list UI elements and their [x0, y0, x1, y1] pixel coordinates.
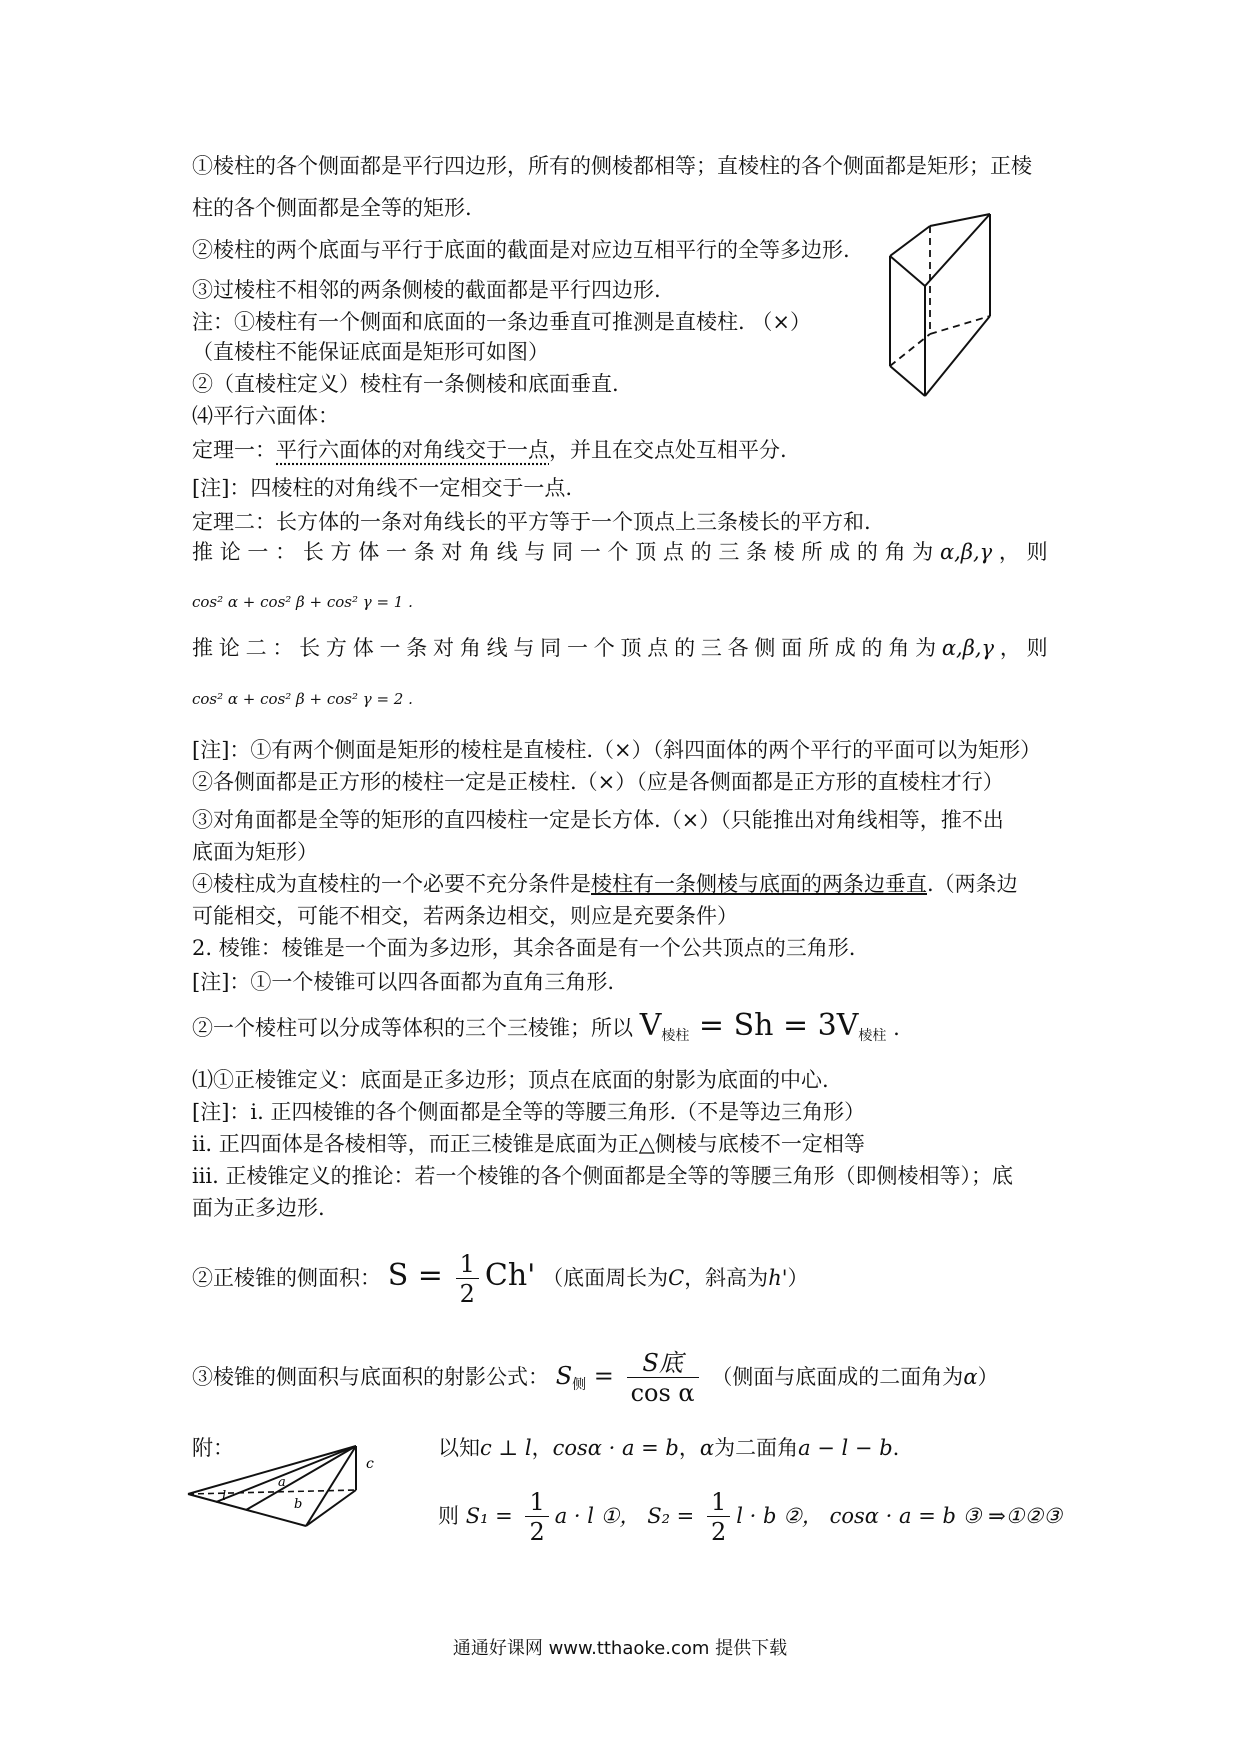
appendix-given-line: 以知c ⊥ l，cosα · a = b，α为二面角a − l − b. — [438, 1436, 900, 1460]
lateral-note: （底面周长为 — [542, 1266, 669, 1290]
formula-corollary-1: cos² α + cos² β + cos² γ = 1 . — [192, 593, 413, 611]
corollary-word: 线 — [486, 636, 508, 660]
corollary-word: ： — [272, 636, 294, 660]
corollary-word: 长 — [299, 636, 321, 660]
corollary-word: 角 — [469, 540, 491, 564]
corollary-word: 角 — [888, 636, 910, 660]
text-line-28: iii. 正棱锥定义的推论：若一个棱锥的各个侧面都是全等的等腰三角形（即侧棱相等）；底 — [192, 1164, 1013, 1188]
corollary-word: 线 — [496, 540, 518, 564]
corollary-word: 侧 — [754, 636, 776, 660]
condition-text: ④棱柱成为直棱柱的一个必要不充分条件是 — [192, 872, 591, 896]
volume-end: . — [886, 1016, 900, 1040]
corollary-word: 为 — [912, 540, 934, 564]
theorem-tail: ，并且在交点处互相平分. — [549, 438, 787, 462]
text-line-1: ①棱柱的各个侧面都是平行四边形，所有的侧棱都相等；直棱柱的各个侧面都是矩形；正棱 — [192, 154, 1032, 178]
corollary-word: 同 — [540, 636, 562, 660]
alpha-symbol: α — [963, 1365, 978, 1389]
volume-text: ②一个棱柱可以分成等体积的三个三棱锥；所以 — [192, 1016, 633, 1040]
text-line-3: ②棱柱的两个底面与平行于底面的截面是对应边互相平行的全等多边形. — [192, 238, 850, 262]
lateral-area-rhs: Ch' — [484, 1258, 536, 1293]
corollary-word: ， — [999, 636, 1021, 660]
corollary-2-line — [192, 634, 1048, 662]
corollary-word: 顶 — [635, 540, 657, 564]
corollary-word: 角 — [459, 636, 481, 660]
perimeter-symbol: C — [668, 1266, 685, 1290]
corollary-word: α,β,γ — [939, 540, 993, 564]
corollary-word: 一 — [385, 540, 407, 564]
corollary-word: 点 — [647, 636, 669, 660]
corollary-word: 方 — [325, 636, 347, 660]
corollary-word: 长 — [302, 540, 324, 564]
label-l: l — [222, 1489, 227, 1504]
text-line-20 — [192, 870, 1018, 898]
text-line-29: 面为正多边形. — [192, 1196, 325, 1220]
volume-subscript-2: 棱柱 — [858, 1028, 887, 1045]
text-line-25: ⑴①正棱锥定义：底面是正多边形；顶点在底面的射影为底面的中心. — [192, 1068, 829, 1092]
projection-subscript: 侧 — [572, 1377, 587, 1394]
text-line-7: ②（直棱柱定义）棱柱有一条侧棱和底面垂直. — [192, 372, 619, 396]
corollary-word: 论 — [218, 636, 240, 660]
corollary-word: 与 — [524, 540, 546, 564]
corollary-word: 个 — [593, 636, 615, 660]
corollary-word: 对 — [441, 540, 463, 564]
corollary-word: 面 — [781, 636, 803, 660]
volume-symbol: V — [639, 1008, 662, 1043]
corollary-word: 棱 — [773, 540, 795, 564]
text-line-18: ③对角面都是全等的矩形的直四棱柱一定是长方体.（×）（只能推出对角线相等，推不出 — [192, 808, 1004, 832]
text-line-27: ii. 正四面体是各棱相等，而正三棱锥是底面为正△侧棱与底棱不一定相等 — [192, 1132, 865, 1156]
corollary-word: 的 — [861, 636, 883, 660]
corollary-word: 三 — [700, 636, 722, 660]
text-line-9 — [192, 436, 787, 464]
label-c: c — [366, 1456, 374, 1472]
theorem-label: 定理一： — [192, 438, 276, 462]
corollary-word: 条 — [413, 540, 435, 564]
corollary-word: 同 — [552, 540, 574, 564]
corollary-word: ： — [275, 540, 297, 564]
corollary-1-line — [192, 538, 1048, 566]
label-a: a — [278, 1475, 286, 1490]
lateral-area-lhs: S = — [387, 1258, 443, 1293]
corollary-word: 成 — [834, 636, 856, 660]
text-line-2: 柱的各个侧面都是全等的矩形. — [192, 196, 472, 220]
corollary-word: 推 — [192, 540, 213, 564]
corollary-word: 论 — [219, 540, 241, 564]
page-footer: 通通好课网 www.tthaoke.com 提供下载 — [452, 1638, 788, 1659]
text-line-10: [注]：四棱柱的对角线不一定相交于一点. — [192, 476, 573, 500]
corollary-word: 则 — [1026, 636, 1048, 660]
projection-fraction: $\frac{\text{S底}}{\text{cos α}}$ — [627, 1349, 699, 1408]
condition-tail: .（两条边 — [927, 872, 1018, 896]
lateral-area-line — [192, 1246, 809, 1309]
corollary-word: 的 — [674, 636, 696, 660]
volume-formula: = Sh = 3V — [689, 1008, 859, 1043]
fraction-half-s1: $\frac{1}{2}$ — [525, 1488, 548, 1547]
underlined-condition: 棱柱有一条侧棱与底面的两条边垂直 — [591, 872, 927, 896]
text-line-8: ⑷平行六面体： — [192, 404, 339, 428]
corollary-word: 的 — [690, 540, 712, 564]
projection-equals: = — [586, 1362, 614, 1390]
projection-note: （侧面与底面成的二面角为 — [711, 1365, 964, 1389]
corollary-word: 顶 — [620, 636, 642, 660]
corollary-word: 一 — [579, 540, 601, 564]
text-line-6: （直棱柱不能保证底面是矩形可如图） — [192, 340, 549, 364]
text-line-19: 底面为矩形） — [192, 840, 318, 864]
corollary-word: 方 — [330, 540, 352, 564]
corollary-word: 一 — [379, 636, 401, 660]
corollary-word: 二 — [245, 636, 267, 660]
appendix-conclusion-line: 则 S₁ = $\frac{1}{2}$ a · l ①， S₂ = $\frac{1}{2}$ l · b ②， cosα · a = b ③ ⇒①②③ — [438, 1488, 1063, 1546]
text-line-24 — [192, 1008, 900, 1050]
lateral-note-2: ，斜高为 — [684, 1266, 769, 1290]
text-line-16: [注]：①有两个侧面是矩形的棱柱是直棱柱.（×）（斜四面体的两个平行的平面可以为矩形） — [192, 738, 1042, 762]
corollary-word: 体 — [358, 540, 380, 564]
projection-lhs: S — [555, 1362, 573, 1390]
corollary-word: 为 — [915, 636, 937, 660]
corollary-word: 各 — [727, 636, 749, 660]
pyramid-figure — [186, 1426, 386, 1536]
corollary-word: 对 — [433, 636, 455, 660]
emphasis-text: 平行六面体的对角线交于一点 — [276, 438, 549, 462]
formula-corollary-2: cos² α + cos² β + cos² γ = 2 . — [192, 690, 413, 708]
corollary-word: 一 — [247, 540, 269, 564]
text-line-4: ③过棱柱不相邻的两条侧棱的截面都是平行四边形. — [192, 278, 661, 302]
text-line-26: [注]：i. 正四棱锥的各个侧面都是全等的等腰三角形.（不是等边三角形） — [192, 1100, 866, 1124]
corollary-word: 角 — [884, 540, 906, 564]
text-line-23: [注]：①一个棱锥可以四各面都为直角三角形. — [192, 970, 615, 994]
corollary-word: 一 — [566, 636, 588, 660]
text-line-22: 2. 棱锥：棱锥是一个面为多边形，其余各面是有一个公共顶点的三角形. — [192, 936, 856, 960]
lateral-note-end: ） — [787, 1266, 809, 1290]
corollary-word: 体 — [352, 636, 374, 660]
text-line-5: 注：①棱柱有一个侧面和底面的一条边垂直可推测是直棱柱. （×） — [192, 310, 811, 334]
corollary-word: 则 — [1026, 540, 1048, 564]
corollary-word: 条 — [746, 540, 768, 564]
corollary-word: 所 — [807, 636, 829, 660]
fraction-half: $\frac{1}{2}$ — [456, 1250, 479, 1309]
corollary-word: 推 — [192, 636, 213, 660]
label-b: b — [294, 1497, 303, 1512]
corollary-word: 的 — [856, 540, 878, 564]
text-line-11: 定理二：长方体的一条对角线长的平方等于一个顶点上三条棱长的平方和. — [192, 510, 871, 534]
fraction-half-s2: $\frac{1}{2}$ — [707, 1488, 730, 1547]
text-line-21: 可能相交，可能不相交，若两条边相交，则应是充要条件） — [192, 904, 738, 928]
corollary-word: 与 — [513, 636, 535, 660]
lateral-area-label: ②正棱锥的侧面积： — [192, 1266, 381, 1290]
corollary-word: α,β,γ — [941, 636, 995, 660]
slant-height-symbol: h' — [768, 1266, 788, 1290]
projection-note-end: ） — [977, 1365, 999, 1389]
corollary-word: 三 — [718, 540, 740, 564]
corollary-word: 所 — [801, 540, 823, 564]
volume-subscript: 棱柱 — [661, 1028, 690, 1045]
corollary-word: ， — [998, 540, 1020, 564]
text-line-17: ②各侧面都是正方形的棱柱一定是正棱柱.（×）（应是各侧面都是正方形的直棱柱才行） — [192, 770, 1004, 794]
corollary-word: 点 — [662, 540, 684, 564]
corollary-word: 条 — [406, 636, 428, 660]
projection-label: ③棱锥的侧面积与底面积的射影公式： — [192, 1365, 549, 1389]
projection-formula-line — [192, 1346, 999, 1415]
corollary-word: 成 — [829, 540, 851, 564]
appendix-label: 附： — [192, 1436, 234, 1460]
prism-figure — [880, 206, 1000, 406]
corollary-word: 个 — [607, 540, 629, 564]
